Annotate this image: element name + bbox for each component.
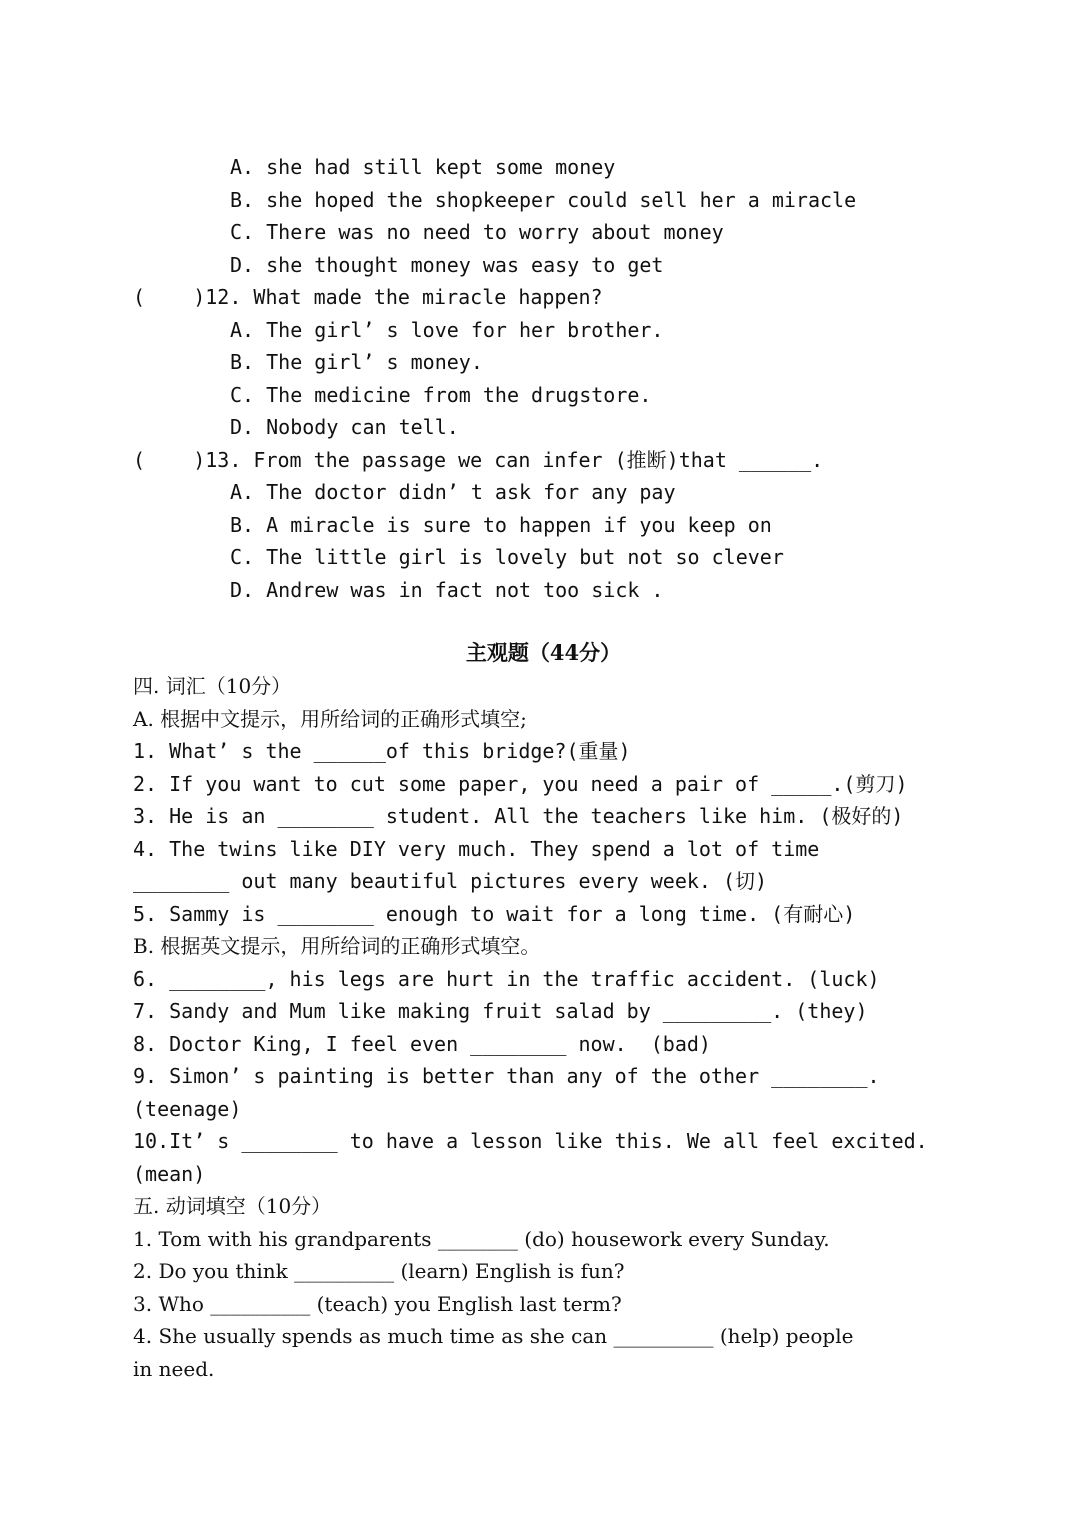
q13-stem: ( )13. From the passage we can infer (推断)that ______. [133, 448, 824, 472]
vocab-item-9-cont: (teenage) [133, 1097, 242, 1121]
vocab-part-a: A. 根据中文提示，用所给词的正确形式填空; [133, 707, 527, 731]
q11-option-b: B. she hoped the shopkeeper could sell her a miracle [230, 188, 857, 212]
section-title: 主观题（44分） [465, 640, 622, 665]
vocab-item-2: 2. If you want to cut some paper, you need a pair of _____.(剪刀) [133, 772, 908, 796]
vocab-item-10: 10.It’ s ________ to have a lesson like this. We all feel excited. [133, 1129, 928, 1153]
vocab-title: 四. 词汇（10分） [133, 674, 292, 698]
q11-option-a: A. she had still kept some money [230, 155, 616, 179]
vocab-part-b: B. 根据英文提示，用所给词的正确形式填空。 [133, 934, 541, 958]
vocab-item-9: 9. Simon’ s painting is better than any of the other ________. [133, 1064, 880, 1088]
verbs-title: 五. 动词填空（10分） [133, 1194, 332, 1218]
q12-option-d: D. Nobody can tell. [230, 415, 459, 439]
q12-option-b: B. The girl’ s money. [230, 350, 483, 374]
vocab-item-6: 6. ________, his legs are hurt in the traffic accident. (luck) [133, 967, 880, 991]
q13-option-d: D. Andrew was in fact not too sick . [230, 578, 664, 602]
q13-option-a: A. The doctor didn’ t ask for any pay [230, 480, 676, 504]
q13-option-c: C. The little girl is lovely but not so clever [230, 545, 784, 569]
q11-option-d: D. she thought money was easy to get [230, 253, 664, 277]
q12-option-c: C. The medicine from the drugstore. [230, 383, 652, 407]
vocab-item-7: 7. Sandy and Mum like making fruit salad by _________. (they) [133, 999, 868, 1023]
verbs-item-1: 1. Tom with his grandparents ________ (do) housework every Sunday. [133, 1227, 830, 1251]
verbs-item-2: 2. Do you think __________ (learn) English is fun? [133, 1259, 625, 1283]
vocab-item-8: 8. Doctor King, I feel even ________ now. (bad) [133, 1032, 711, 1056]
verbs-item-4-cont: in need. [133, 1357, 215, 1381]
vocab-item-10-cont: (mean) [133, 1162, 206, 1186]
q12-option-a: A. The girl’ s love for her brother. [230, 318, 664, 342]
verbs-item-4: 4. She usually spends as much time as she can __________ (help) people [133, 1324, 854, 1348]
q12-stem: ( )12. What made the miracle happen? [133, 285, 603, 309]
vocab-item-4-cont: ________ out many beautiful pictures every week. (切) [133, 869, 768, 893]
q11-option-c: C. There was no need to worry about money [230, 220, 724, 244]
vocab-item-1: 1. What’ s the ______of this bridge?(重量) [133, 739, 631, 763]
vocab-item-3: 3. He is an ________ student. All the teachers like him. (极好的) [133, 804, 904, 828]
verbs-item-3: 3. Who __________ (teach) you English last term? [133, 1292, 622, 1316]
vocab-item-4: 4. The twins like DIY very much. They spend a lot of time [133, 837, 820, 861]
q13-option-b: B. A miracle is sure to happen if you keep on [230, 513, 772, 537]
vocab-item-5: 5. Sammy is ________ enough to wait for a long time. (有耐心) [133, 902, 856, 926]
